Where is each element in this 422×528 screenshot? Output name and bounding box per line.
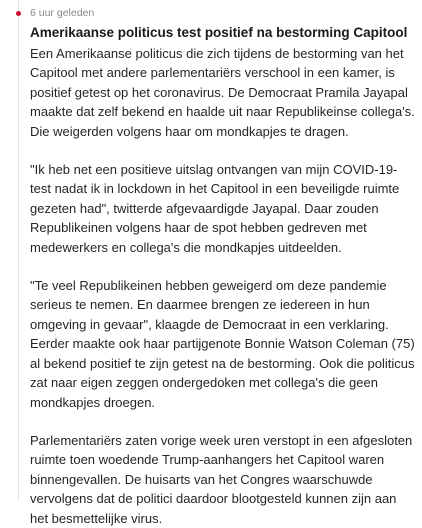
timeline-dot-icon: [16, 11, 21, 16]
post-paragraph: Parlementariërs zaten vorige week uren verstopt in een afgesloten ruimte toen woedende Trump-aanhangers het Capitool waren binnengevallen. De huisarts van het Congres waarschuwde vervolgens dat de politici daardoor blootgesteld kunnen zijn aan het besmettelijke virus.: [30, 432, 413, 526]
post-paragraph: "Te veel Republikeinen hebben geweigerd om deze pandemie serieus te nemen. En daarmee brengen ze iedereen in hun omgeving in gevaar", klaagde de Democraat in een verklaring. Eerder maakte ook haar partijgenote Bonnie Watson Coleman (75) al bekend positief te zijn getest na de bestorming. Ook die politicus zat naar eigen zeggen ondergedoken met collega's die geen mondkapjes droegen.: [30, 278, 415, 410]
post-paragraph: "Ik heb net een positieve uitslag ontvangen van mijn COVID-19-test nadat ik in lockdown in het Capitool in een beveiligde ruimte gezeten had", twitterde afgevaardigde Jayapal. Daar zouden Republikeinen volgens haar de spot hebben gedreven met medewerkers en collega's die mondkapjes uitdeelden.: [30, 162, 400, 255]
liveblog-post: [30, 6, 418, 528]
post-headline: Amerikaanse politicus test positief na bestorming Capitool: [30, 25, 408, 40]
timeline-line: [18, 0, 19, 500]
post-paragraph: Een Amerikaanse politicus die zich tijdens de bestorming van het Capitool met andere parlementariërs verschool in een kamer, is positief getest op het coronavirus. De Democraat Pramila Jayapal maakte dat zelf bekend en haalde uit naar Republikeinse collega's. Die weigerden volgens haar om mondkapjes te dragen.: [30, 46, 415, 139]
post-body: [30, 44, 418, 528]
post-timestamp: 6 uur geleden: [30, 7, 95, 19]
